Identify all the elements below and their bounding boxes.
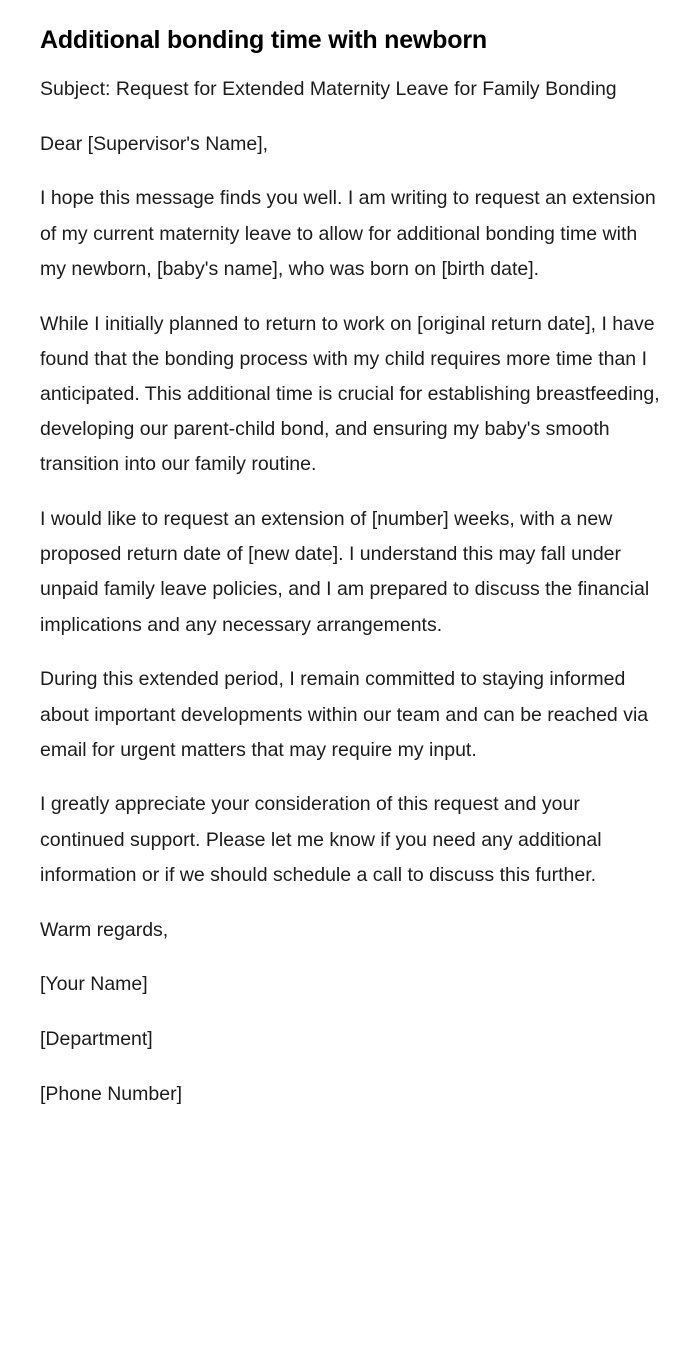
signature-name: [Your Name]	[40, 973, 148, 996]
greeting: Dear [Supervisor's Name],	[40, 132, 269, 155]
subject-line: Subject: Request for Extended Maternity Leave for Family Bonding	[40, 78, 617, 100]
signature-phone: [Phone Number]	[40, 1082, 182, 1105]
signature-department: [Department]	[40, 1027, 153, 1050]
body-paragraph-thanks: I greatly appreciate your consideration of this request and your continued support. Please let me know if you need any additional information or if we should schedule a call to discuss this further.	[40, 793, 602, 886]
body-paragraph-request: I would like to request an extension of [number] weeks, with a new proposed return date of [new date]. I understand this may fall under unpaid family leave policies, and I am prepared to discuss the financial implications and any necessary arrangements.	[40, 508, 650, 636]
body-paragraph-intro: I hope this message finds you well. I am writing to request an extension of my current maternity leave to allow for additional bonding time with my newborn, [baby's name], who was born on [birth date].	[40, 187, 656, 280]
body-paragraph-availability: During this extended period, I remain committed to staying informed about important developments within our team and can be reached via email for urgent matters that may require my input.	[40, 668, 649, 761]
body-paragraph-reason: While I initially planned to return to work on [original return date], I have found that the bonding process with my child requires more time than I anticipated. This additional time is crucial for establishing breastfeeding, developing our parent-child bond, and ensuring my baby's smooth transition into our family routine.	[40, 312, 660, 476]
letter-title: Additional bonding time with newborn	[40, 26, 487, 54]
closing: Warm regards,	[40, 918, 169, 941]
